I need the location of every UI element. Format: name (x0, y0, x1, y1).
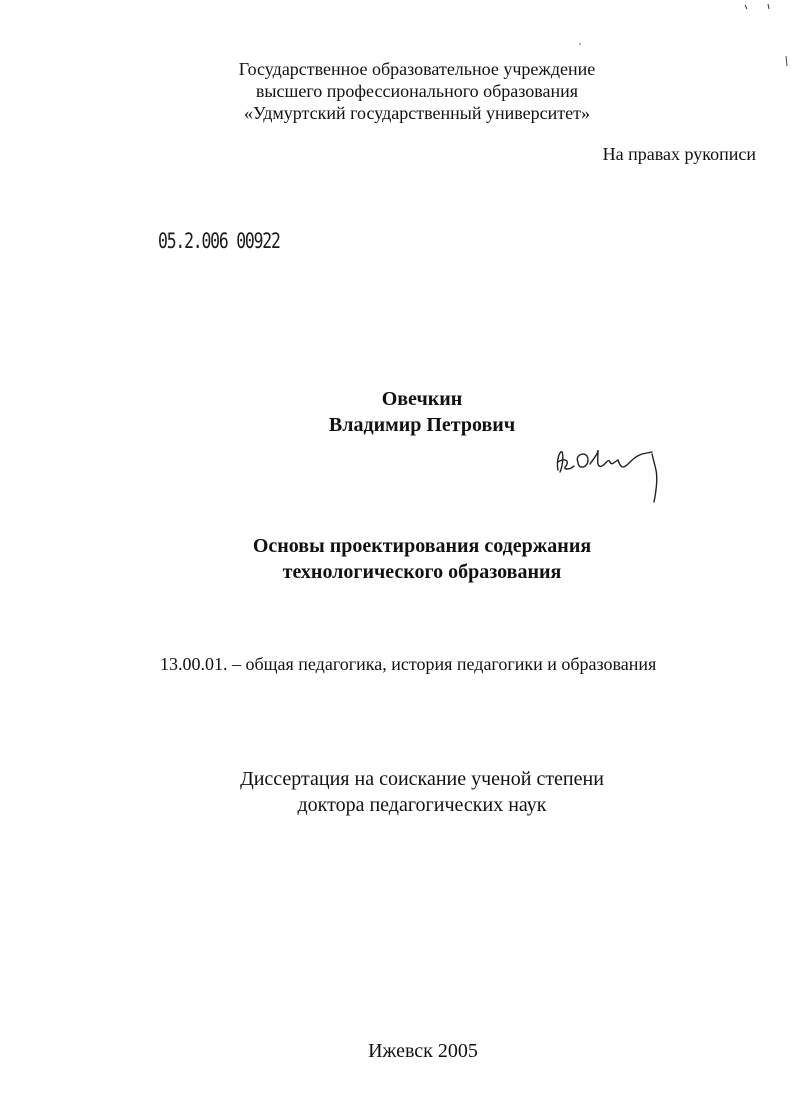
degree-statement (0, 766, 794, 818)
manuscript-note: На правах рукописи (602, 144, 756, 164)
dissertation-title (0, 533, 794, 585)
institution-header (0, 58, 794, 124)
author-block (0, 386, 794, 438)
place-year-text: Ижевск 2005 (368, 1040, 478, 1062)
place-year (0, 1040, 794, 1063)
institution-line-3: «Удмуртский государственный университет» (244, 103, 590, 123)
specialty-code: 13.00.01. – общая педагогика, история педагогики и образования (160, 654, 657, 674)
title-line-2: технологического образования (282, 561, 562, 583)
institution-line-2: высшего профессионального образования (255, 81, 579, 101)
author-given-names: Владимир Петрович (328, 414, 516, 436)
degree-line-1: Диссертация на соискание ученой степени (240, 768, 604, 790)
degree-line-2: доктора педагогических наук (297, 794, 547, 816)
title-line-1: Основы проектирования содержания (252, 535, 592, 557)
institution-line-1: Государственное образовательное учреждение (238, 59, 596, 79)
signature (548, 440, 668, 512)
author-surname: Овечкин (381, 388, 463, 410)
registration-code: 05.2.006 00922 (158, 229, 280, 253)
